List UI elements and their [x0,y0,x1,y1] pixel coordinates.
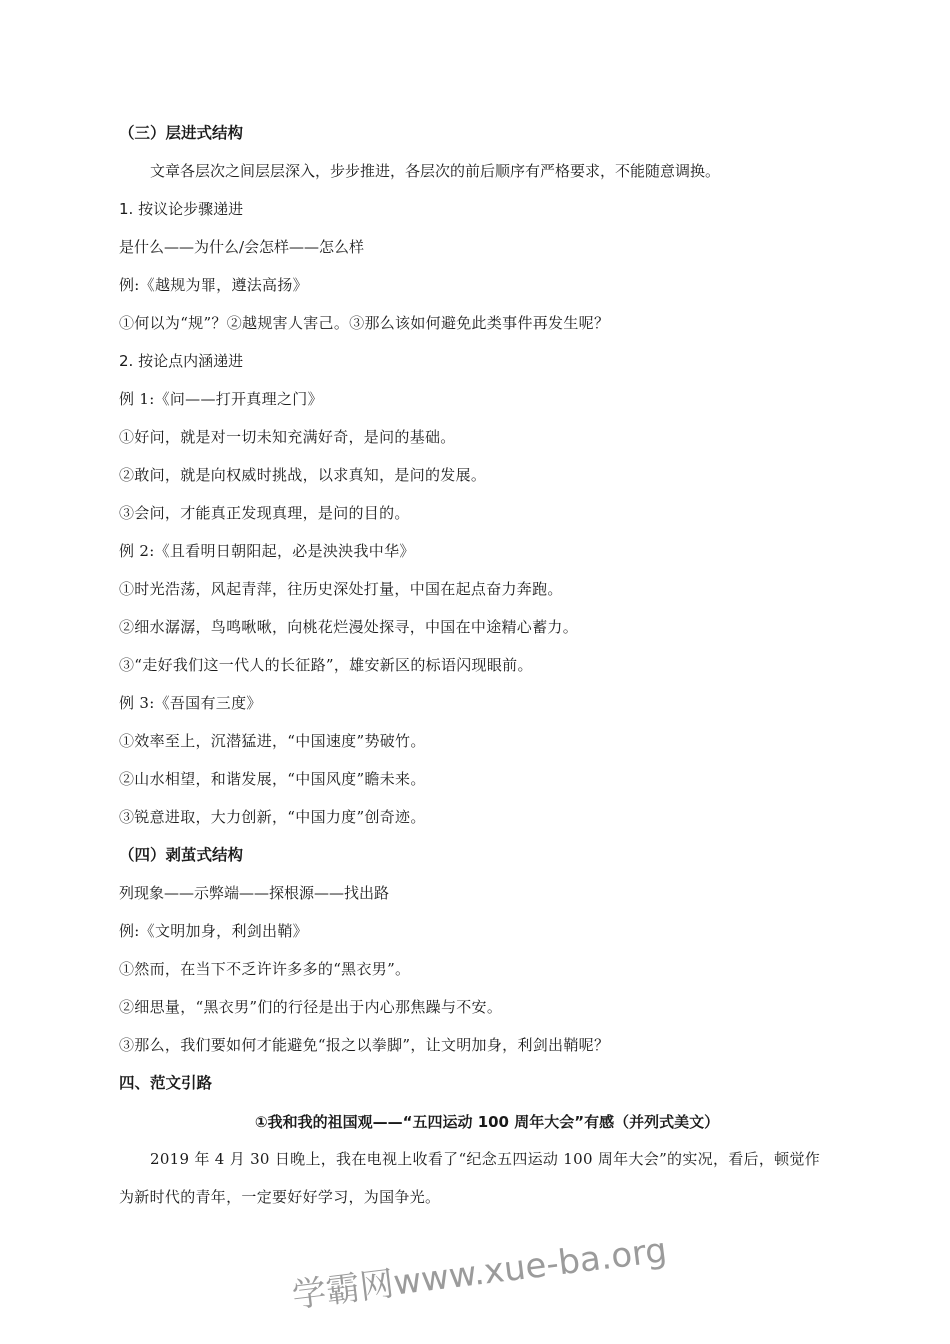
example-text: ①何以为“规”？②越规害人害己。③那么该如何避免此类事件再发生呢？ [119,314,610,332]
part-heading-model-essay: 四、范文引路 [119,1074,213,1092]
list-item: ③那么，我们要如何才能避免“报之以拳脚”，让文明加身，利剑出鞘呢？ [119,1036,610,1054]
list-item: ②敢问，就是向权威时挑战，以求真知，是问的发展。 [119,466,487,484]
list-item: ②细水潺潺，鸟鸣啾啾，向桃花烂漫处探寻，中国在中途精心蓄力。 [119,618,579,636]
list-item: ②细思量，“黑衣男”们的行径是出于内心那焦躁与不安。 [119,998,503,1016]
essay-paragraph-line: 2019 年 4 月 30 日晚上，我在电视上收看了“纪念五四运动 100 周年大会”的实况，看后，顿觉作 [150,1150,821,1168]
pattern-line: 列现象——示弊端——探根源——找出路 [119,884,390,902]
list-item: ②山水相望，和谐发展，“中国风度”瞻未来。 [119,770,426,788]
pattern-line: 是什么——为什么/会怎样——怎么样 [119,238,365,256]
example-title: 例 2:《且看明日朝阳起，必是泱泱我中华》 [119,542,415,560]
list-item: ③锐意进取，大力创新，“中国力度”创奇迹。 [119,808,426,826]
example-title: 例 3:《吾国有三度》 [119,694,262,712]
subheading-connotation: 2. 按论点内涵递进 [119,352,244,370]
list-item: ③“走好我们这一代人的长征路”，雄安新区的标语闪现眼前。 [119,656,533,674]
list-item: ①然而，在当下不乏许许多多的“黑衣男”。 [119,960,411,978]
list-item: ①时光浩荡，风起青萍，往历史深处打量，中国在起点奋力奔跑。 [119,580,563,598]
section-intro: 文章各层次之间层层深入，步步推进，各层次的前后顺序有严格要求，不能随意调换。 [150,162,721,180]
section-heading-cocoon: （四）剥茧式结构 [119,846,244,864]
list-item: ③会问，才能真正发现真理，是问的目的。 [119,504,410,522]
list-item: ①好问，就是对一切未知充满好奇，是问的基础。 [119,428,456,446]
list-item: ①效率至上，沉潜猛进，“中国速度”势破竹。 [119,732,426,750]
watermark: 学霸网www.xue-ba.org [290,1230,670,1317]
essay-title: ①我和我的祖国观——“五四运动 100 周年大会”有感（并列式美文） [254,1113,720,1131]
example-title: 例 1:《问——打开真理之门》 [119,390,323,408]
section-heading-layered: （三）层进式结构 [119,124,244,142]
example-title: 例:《越规为罪，遵法高扬》 [119,276,308,294]
example-title: 例:《文明加身，利剑出鞘》 [119,922,308,940]
essay-paragraph-line: 为新时代的青年，一定要好好学习，为国争光。 [119,1188,441,1206]
subheading-argument-steps: 1. 按议论步骤递进 [119,200,244,218]
